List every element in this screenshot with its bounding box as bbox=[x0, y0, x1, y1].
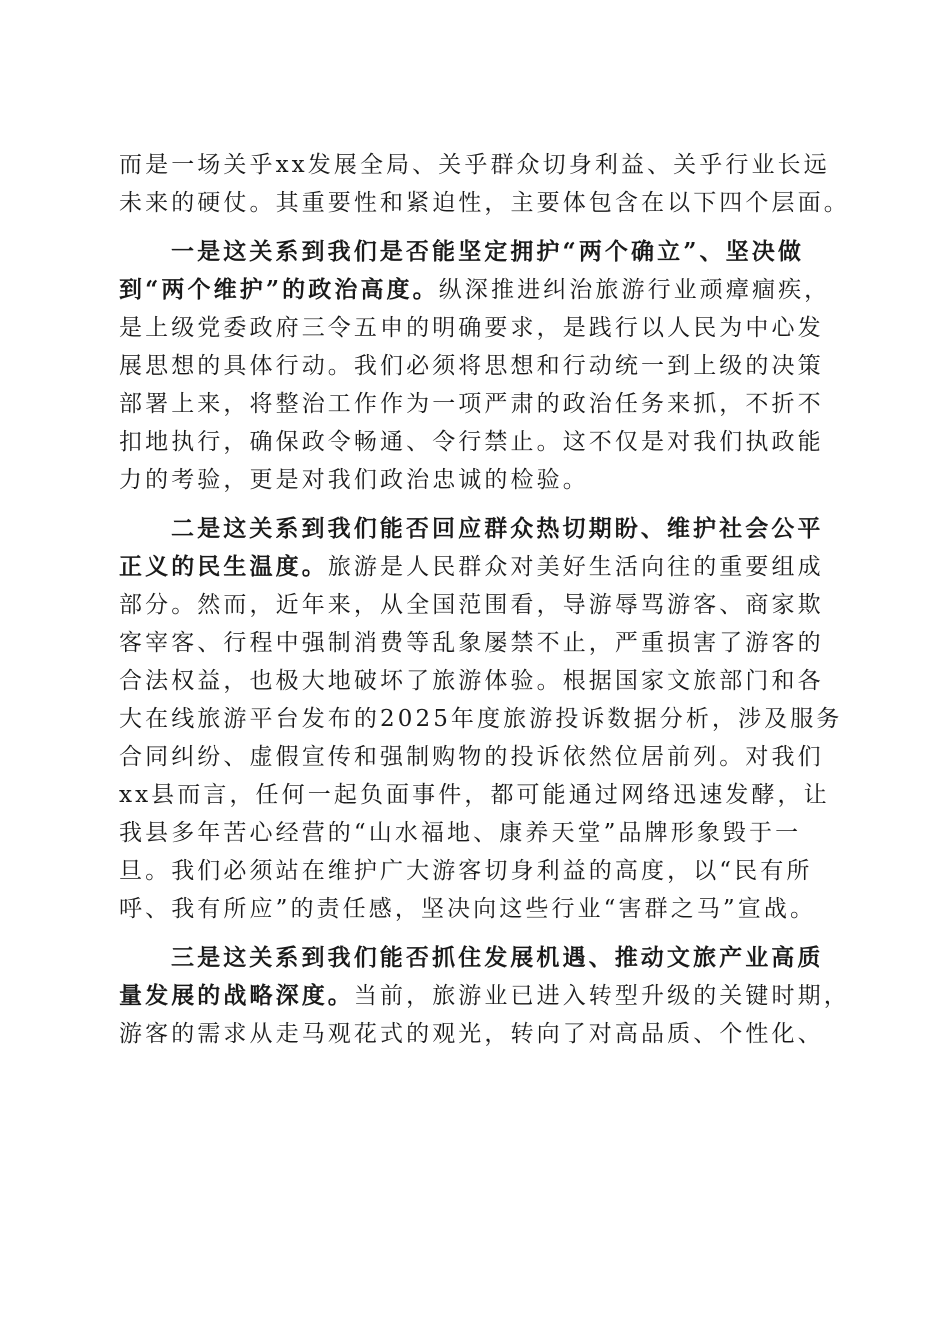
p3-line-2 bbox=[119, 977, 850, 1015]
p2-line-5: 合法权益，也极大地破坏了旅游体验。根据国家文旅部门和各 bbox=[119, 668, 824, 694]
p1-heading-part-1: 一是这关系到我们是否能坚定拥护“两个确立”、坚决做 bbox=[171, 238, 804, 265]
p2-text-start: 旅游是人民群众对美好生活向往的重要组成 bbox=[327, 554, 824, 580]
p2-line-6: 大在线旅游平台发布的2025年度旅游投诉数据分析，涉及服务 bbox=[119, 706, 843, 732]
p1-heading-part-2: 到“两个维护”的政治高度。 bbox=[119, 276, 439, 303]
p2-line-7: 合同纠纷、虚假宣传和强制购物的投诉依然位居前列。对我们 bbox=[119, 744, 824, 770]
p2-heading-part-1: 二是这关系到我们能否回应群众热切期盼、维护社会公平 bbox=[171, 515, 824, 542]
p1-line-3: 是上级党委政府三令五申的明确要求，是践行以人民为中心发 bbox=[119, 315, 824, 341]
p3-heading-part-1: 三是这关系到我们能否抓住发展机遇、推动文旅产业高质 bbox=[171, 944, 824, 971]
document-body bbox=[119, 146, 850, 1053]
p1-line-6: 扣地执行，确保政令畅通、令行禁止。这不仅是对我们执政能 bbox=[119, 429, 824, 455]
p2-line-10: 旦。我们必须站在维护广大游客切身利益的高度，以“民有所 bbox=[119, 858, 813, 884]
p1-line-1 bbox=[119, 233, 827, 271]
intro-line-2: 未来的硬仗。其重要性和紧迫性，主要体包含在以下四个层面。 bbox=[119, 190, 850, 216]
p1-line-7: 力的考验，更是对我们政治忠诚的检验。 bbox=[119, 467, 589, 493]
p2-line-3: 部分。然而，近年来，从全国范围看，导游辱骂游客、商家欺 bbox=[119, 592, 824, 618]
p2-line-4: 客宰客、行程中强制消费等乱象屡禁不止，严重损害了游客的 bbox=[119, 630, 824, 656]
p1-line-4: 展思想的具体行动。我们必须将思想和行动统一到上级的决策 bbox=[119, 353, 824, 379]
p1-line-2 bbox=[119, 271, 831, 309]
p2-line-11: 呼、我有所应”的责任感，坚决向这些行业“害群之马”宣战。 bbox=[119, 896, 817, 922]
p3-heading-part-2: 量发展的战略深度。 bbox=[119, 982, 354, 1009]
p3-line-1 bbox=[119, 939, 827, 977]
p2-line-9: 我县多年苦心经营的“山水福地、康养天堂”品牌形象毁于一 bbox=[119, 820, 802, 846]
p2-line-8: xx县而言，任何一起负面事件，都可能通过网络迅速发酵，让 bbox=[119, 782, 830, 808]
p2-heading-part-2: 正义的民生温度。 bbox=[119, 553, 328, 580]
p3-line-3: 游客的需求从走马观花式的观光，转向了对高品质、个性化、 bbox=[119, 1021, 824, 1047]
p3-text-start: 当前，旅游业已进入转型升级的关键时期， bbox=[353, 983, 850, 1009]
p2-line-2 bbox=[119, 548, 827, 586]
intro-line-1: 而是一场关乎xx发展全局、关乎群众切身利益、关乎行业长远 bbox=[119, 152, 830, 178]
p1-line-5: 部署上来，将整治工作作为一项严肃的政治任务来抓，不折不 bbox=[119, 391, 824, 417]
p2-line-1 bbox=[119, 510, 827, 548]
p1-text-start: 纵深推进纠治旅游行业顽瘴痼疾， bbox=[438, 277, 831, 303]
